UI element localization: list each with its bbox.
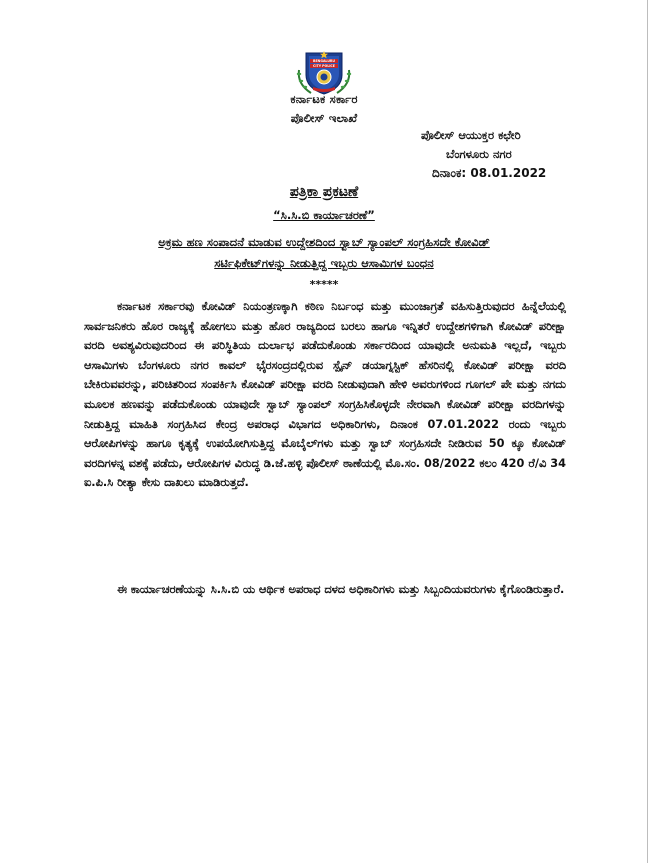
body-paragraph-2: ಈ ಕಾರ್ಯಾಚರಣೆಯನ್ನು ಸಿ.ಸಿ.ಬಿ ಯ ಆರ್ಥಿಕ ಅಪರಾಧ ದಳದ ಅಧಿಕಾರಿಗಳು ಮತ್ತು ಸಿಬ್ಬಂದಿಯವರುಗಳು ಕೈಗೊಂಡಿರುತ್ತಾರೆ. — [117, 583, 565, 596]
headline-line-2: ಸರ್ಟಿಫಿಕೇಟ್‌ಗಳನ್ನು ನೀಡುತ್ತಿದ್ದ ಇಬ್ಬರು ಆಸಾಮಿಗಳ ಬಂಧನ — [214, 256, 434, 270]
separator: ***** — [309, 278, 339, 291]
department-name: ಪೊಲೀಸ್ ಇಲಾಖೆ — [290, 111, 358, 125]
government-name: ಕರ್ನಾಟಕ ಸರ್ಕಾರ — [290, 92, 358, 106]
office-city: ಬೆಂಗಳೂರು ನಗರ — [446, 147, 512, 161]
document-subtitle: “ಸಿ.ಸಿ.ಬಿ ಕಾರ್ಯಾಚರಣೆ” — [273, 208, 375, 222]
document-title: ಪತ್ರಿಕಾ ಪ್ರಕಟಣೆ — [289, 184, 359, 200]
svg-text:BENGALURU: BENGALURU — [313, 59, 335, 64]
body-paragraph-1: ಕರ್ನಾಟಕ ಸರ್ಕಾರವು ಕೋವಿಡ್ ನಿಯಂತ್ರಣಕ್ಕಾಗಿ ಕಠಿಣ ನಿರ್ಬಂಧ ಮತ್ತು ಮುಂಜಾಗ್ರತೆ ವಹಿಸುತ್ತಿರುವುದರ ಹಿನ್ನೆಲೆಯಲ್ಲಿ ಸಾರ್ವಜನಿಕರು ಹೊರ ರಾಜ್ಯಕ್ಕೆ ಹೋಗಲು ಮತ್ತು ಹೊರ ರಾಜ್ಯದಿಂದ ಬರಲು ಹಾಗೂ ಇನ್ನಿತರೆ ಉದ್ದೇಶಗಳಿಗಾಗಿ ಕೋವಿಡ್ ಪರೀಕ್ಷಾ ವರದಿ ಅವಶ್ಯವಿರುವುದರಿಂದ ಈ ಪರಿಸ್ಥಿತಿಯ ದುರ್ಲಾಭ ಪಡೆದುಕೊಂಡು ಸರ್ಕಾರದಿಂದ ಯಾವುದೇ ಅನುಮತಿ ಇಲ್ಲದೆ, ಇಬ್ಬರು ಆಸಾಮಿಗಳು ಬೆಂಗಳೂರು ನಗರ ಕಾವಲ್ ಭೈರಸಂದ್ರದಲ್ಲಿರುವ ಸ್ಪೈನ್ ಡಯಾಗ್ನಸ್ಟಿಕ್ ಹೆಸರಿನಲ್ಲಿ ಕೋವಿಡ್ ಪರೀಕ್ಷಾ ವರದಿ ಬೇಕಿರುವವರನ್ನು, ಪರಿಚಿತರಿಂದ ಸಂಪರ್ಕಿಸಿ ಕೋವಿಡ್ ಪರೀಕ್ಷಾ ವರದಿ ನೀಡುವುದಾಗಿ ಹೇಳಿ ಅವರುಗಳಿಂದ ಗೂಗಲ್ ಪೇ ಮತ್ತು ನಗದು ಮೂಲಕ ಹಣವನ್ನು ಪಡೆದುಕೊಂಡು ಯಾವುದೇ ಸ್ವಾಬ್ ಸ್ಯಾಂಪಲ್ ಸಂಗ್ರಹಿಸಿಕೊಳ್ಳದೇ ನೇರವಾಗಿ ಕೋವಿಡ್ ಪರೀಕ್ಷಾ ವರದಿಗಳನ್ನು ನೀಡುತ್ತಿದ್ದ ಮಾಹಿತಿ ಸಂಗ್ರಹಿಸಿದ ಕೇಂದ್ರ ಅಪರಾಧ ವಿಭಾಗದ ಅಧಿಕಾರಿಗಳು, ದಿನಾಂಕ 07.01.2022 ರಂದು ಇಬ್ಬರು ಆರೋಪಿಗಳನ್ನು ಹಾಗೂ ಕೃತ್ಯಕ್ಕೆ ಉಪಯೋಗಿಸುತ್ತಿದ್ದ ಮೊಬೈಲ್‌ಗಳು ಮತ್ತು ಸ್ವಾಬ್ ಸಂಗ್ರಹಿಸದೇ ನೀಡಿರುವ 50 ಕ್ಕೂ ಕೋವಿಡ್ ವರದಿಗಳನ್ನ ವಶಕ್ಕೆ ಪಡೆದು, ಆರೋಪಿಗಳ ವಿರುದ್ಧ ಡಿ.ಜೆ.ಹಳ್ಳಿ ಪೊಲೀಸ್ ಠಾಣೆಯಲ್ಲಿ ಮೊ.ಸಂ. 08/2022 ಕಲಂ 420 ರೆ/ವಿ 34 ಐ.ಪಿ.ಸಿ ರೀತ್ಯಾ ಕೇಸು ದಾಖಲು ಮಾಡಿರುತ್ತದೆ. — [84, 300, 566, 490]
svg-text:CITY POLICE: CITY POLICE — [313, 64, 335, 69]
release-date: ದಿನಾಂಕ: 08.01.2022 — [432, 166, 547, 180]
bengaluru-city-police-emblem-icon — [293, 50, 355, 96]
headline-line-1: ಅಕ್ರಮ ಹಣ ಸಂಪಾದನೆ ಮಾಡುವ ಉದ್ದೇಶದಿಂದ ಸ್ವಾಬ್ ಸ್ಯಾಂಪಲ್ ಸಂಗ್ರಹಿಸದೇ ಕೋವಿಡ್ — [158, 235, 490, 249]
office-name: ಪೊಲೀಸ್ ಆಯುಕ್ತರ ಕಛೇರಿ — [421, 128, 521, 142]
